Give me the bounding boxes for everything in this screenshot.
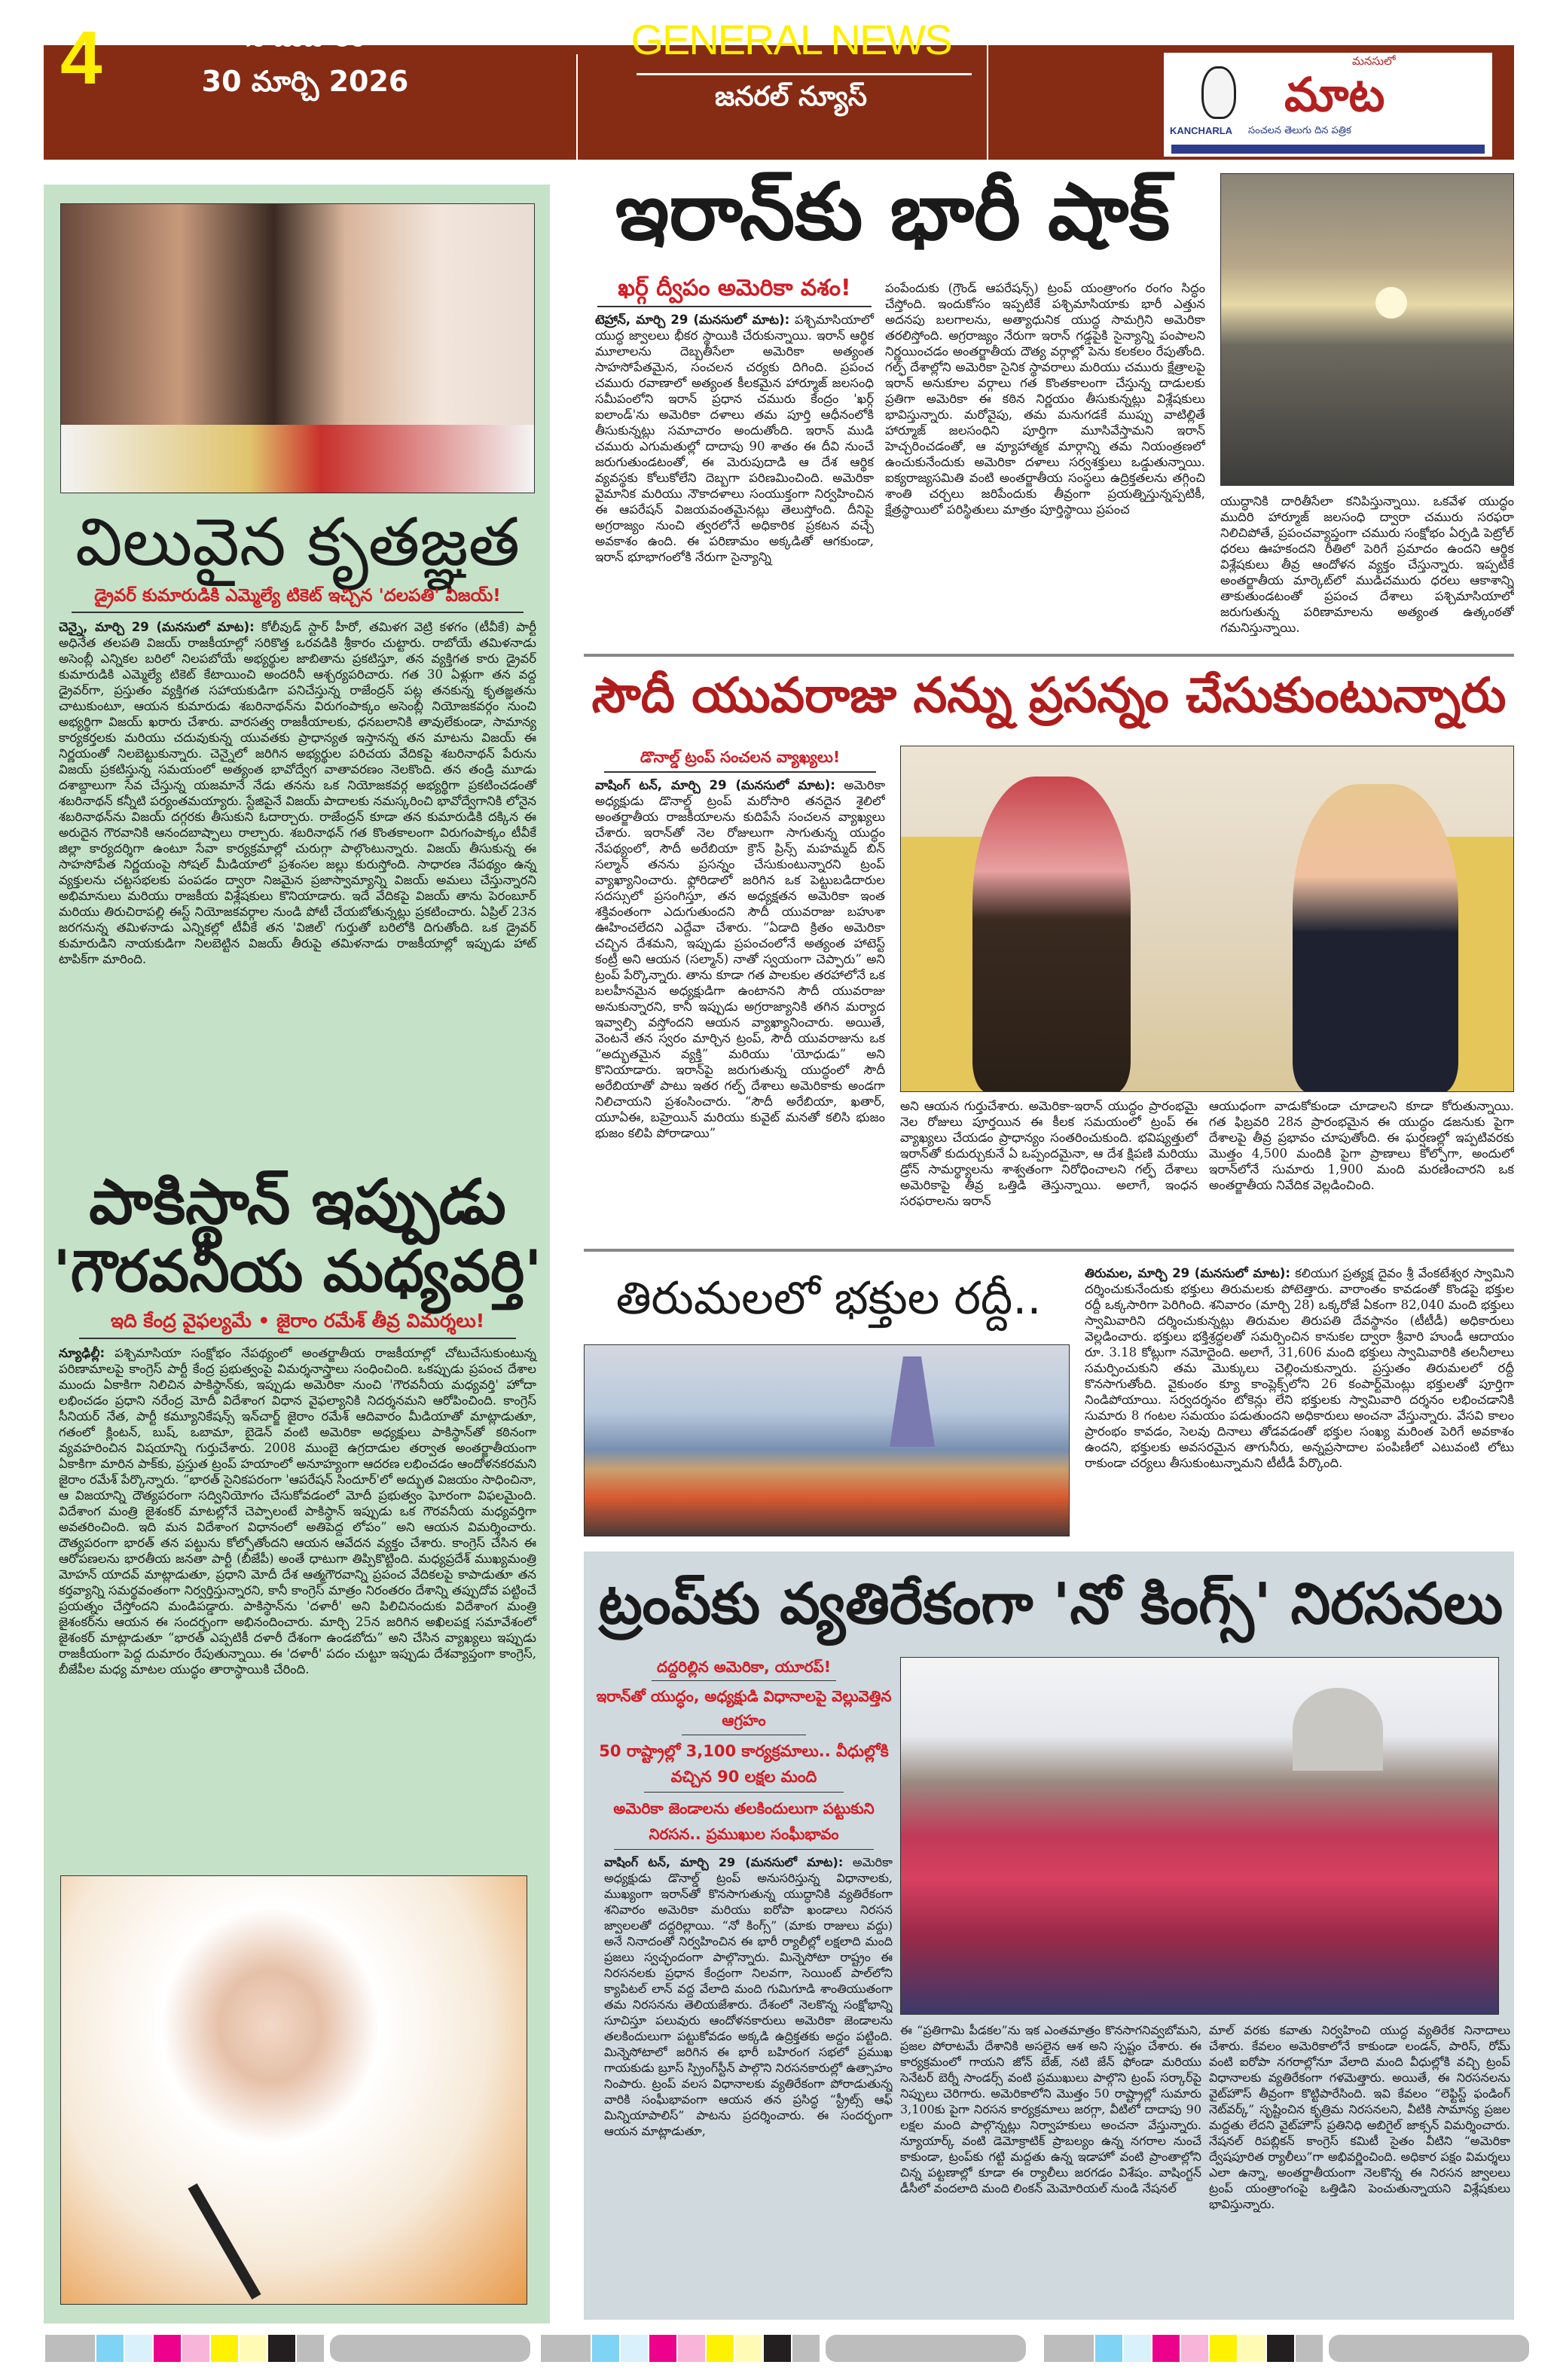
article-text: కోలీవుడ్ స్టార్ హీరో, తమిళగ వెట్రి కళగం (టీవీకే) పార్టీ అధినేత తలపతి విజయ్ రాజకీయాల్లో సరికొత్త ఒరవడికి శ్రీకారం చుట్టారు. రాబోయే తమిళనాడు అసెంబ్లీ ఎన్నికల బరిలో నిలపబోయే అభ్యర్థుల జాబితాను ప్రకటిస్తూ, తన వ్యక్తిగత కారు డ్రైవర్ కుమారుడికి ఎమ్మెల్యే టికెట్ కేటాయించి అందరినీ ఆశ్చర్యపరిచారు. గత 30 ఏళ్లుగా తన వద్ద డ్రైవర్‌గా, ప్రస్తుతం వ్యక్తిగత సహాయకుడిగా పనిచేస్తున్న రాజేంద్రన్ పట్ల తనకున్న కృతజ్ఞతను చాటుకుంటూ, ఆయన కుమారుడు శబరినాథన్‌ను విరుగంపాక్కం అసెంబ్లీ నియోజకవర్గం నుంచి అభ్యర్థిగా విజయ్ ఖరారు చేశారు. వారసత్వ రాజకీయాలకు, ధనబలానికి తావులేకుండా, సామాన్య కార్యకర్తలకు మరియు చదువుకున్న యువతకు ప్రాధాన్యత ఇస్తానన్న తన మాటను విజయ్ ఈ నిర్ణయంతో నిలబెట్టుకున్నారు. చెన్నైలో జరిగిన అభ్యర్థుల పరిచయ వేదికపై శబరినాథన్ పేరును విజయ్ ప్రకటిస్తున్న సమయంలో అత్యంత భావోద్వేగ వాతావరణం నెలకొంది. తన తండ్రి మూడు దశాబ్దాలుగా సేవ చేస్తున్న యజమానే నేడు తనను ఒక నియోజకవర్గ అభ్యర్థిగా ప్రకటించడంతో శబరినాథన్ కన్నీటి పర్యంతమయ్యారు. స్టేజిపైనే విజయ్ పాదాలకు నమస్కరించి భావోద్వేగానికి లోనైన శబరినాథన్‌ను విజయ్ దగ్గరకు తీసుకుని ఓదార్చారు. రాజేంద్రన్ కూడా తన కుమారుడికి దక్కిన ఈ అరుదైన గౌరవానికి ఆనందబాష్పాలు రాల్చారు. శబరినాథన్ గత కొంతకాలంగా విరుగంపాక్కం టీవీకే జిల్లా కార్యదర్శిగా ఉంటూ సేవా కార్యక్రమాల్లో చురుగ్గా పాల్గొంటున్నారు. విజయ్ తీసుకున్న ఈ సాహసోపేత నిర్ణయంపై సోషల్ మీడియాలో ప్రశంసల జల్లు కురుస్తోంది. సాధారణ నేపథ్యం ఉన్న వ్యక్తులను చట్టసభలకు పంపడం ద్వారా నిజమైన ప్రజాస్వామ్యాన్ని విజయ్ అమలు చేస్తున్నారని అభిమానులు మరియు రాజకీయ విశ్లేషకులు కొనియాడారు. ఇదే వేదికపై విజయ్ తాను పెరంబూర్ మరియు తిరుచిరాపల్లి ఈస్ట్ నియోజకవర్గాల నుండి పోటీ చేయబోతున్నట్లు ప్రకటించారు. ఏప్రిల్ 23న జరగనున్న తమిళనాడు ఎన్నికల్లో టీవీకే తన 'విజిల్' గుర్తుతో బరిలోకి దిగుతోంది. ఒక డ్రైవర్ కుమారుడిని నాయకుడిగా నిలబెట్టిన విజయ్ తీరుపై తమిళనాడు రాజకీయాల్లో ఇప్పుడు హాట్ టాపిక్‌గా మారింది. xyxy=(59,620,536,967)
pakistan-article xyxy=(53,1167,542,1868)
registration-swatch xyxy=(1296,2335,1323,2362)
no-kings-protest-crowd-photo xyxy=(900,1657,1499,2015)
article-text: పశ్చిమాసియాలో యుద్ధ జ్వాలలు భీకర స్థాయికి చేరుకున్నాయి. ఇరాన్ ఆర్థిక మూలాలను దెబ్బతీసేలా అమెరికా అత్యంత సాహసోపేతమైన, సంచలన చర్యకు దిగింది. ప్రపంచ చమురు రవాణాలో అత్యంత కీలకమైన హార్మూజ్ జలసంధి సమీపంలోని ఇరాన్ ప్రధాన చమురు కేంద్రం 'ఖర్గ్ ఐలాండ్'ను అమెరికా దళాలు తమ పూర్తి ఆధీనంలోకి తీసుకున్నట్లు సమాచారం అందుతోంది. ఇరాన్ ముడి చమురు ఎగుమతుల్లో దాదాపు 90 శాతం ఈ దీవి నుంచే జరుగుతుండటంతో, ఈ మెరుపుదాడి ఆ దేశ ఆర్థిక వ్యవస్థకు కోలుకోలేని దెబ్బగా పరిణమించింది. అమెరికా వైమానిక మరియు నౌకాదళాలు సంయుక్తంగా నిర్వహించిన ఈ ఆపరేషన్ విజయవంతమైనట్లు తెలుస్తోంది. దీనిపై అగ్రరాజ్యం నుంచి త్వరలోనే అధికారిక ప్రకటన వచ్చే అవకాశం ఉంది. ఈ పరిణామం అక్కడితో ఆగకుండా, ఇరాన్ భూభాగంలోకి నేరుగా సైన్యాన్ని xyxy=(595,313,875,564)
saudi-crown-prince-trump-photo xyxy=(900,746,1514,1092)
jairam-ramesh-photo xyxy=(60,1875,527,2305)
registration-swatch xyxy=(1181,2335,1208,2362)
header-divider xyxy=(576,54,578,160)
vijay-subhead: డ్రైవర్ కుమారుడికి ఎమ్మెల్యే టికెట్ ఇచ్చిన 'దలపతి' విజయ్! xyxy=(94,586,501,606)
registration-swatch xyxy=(240,2335,267,2362)
divider xyxy=(644,1792,844,1793)
iran-article-col1 xyxy=(591,312,878,655)
divider xyxy=(614,1849,874,1850)
tirumala-article xyxy=(1085,1265,1514,1545)
persian-gulf-sunset-photo xyxy=(1220,173,1514,486)
vijay-article xyxy=(53,203,542,1145)
registration-swatch xyxy=(649,2335,676,2362)
tirumala-temple-crowd-photo xyxy=(584,1344,1070,1536)
saudi-headline: సౌదీ యువరాజు నన్ను ప్రసన్నం చేసుకుంటున్నారు xyxy=(591,668,1507,724)
no-kings-article-col1-wrap xyxy=(595,1655,893,2309)
section-divider xyxy=(584,1249,1514,1252)
vijay-article-body xyxy=(53,619,542,1145)
article-text: అమెరికా అధ్యక్షుడు డొనాల్డ్ ట్రంప్ అనుసరిస్తున్న విధానాలకు, ముఖ్యంగా ఇరాన్‌తో కొనసాగుతున్న యుద్ధానికి వ్యతిరేకంగా శనివారం అమెరికా మరియు ఐరోపా ఖండాలు నిరసన జ్వాలలతో దద్దరిల్లాయి. “నో కింగ్స్” (మాకు రాజులు వద్దు) అనే నినాదంతో నిర్వహించిన ఈ భారీ ర్యాలీల్లో లక్షలాది మంది ప్రజలు స్వచ్ఛందంగా పాల్గొన్నారు. మిన్నెసోటా రాష్ట్రం ఈ నిరసనలకు ప్రధాన కేంద్రంగా నిలవగా, సెయింట్ పాల్‌లోని క్యాపిటల్ లాన్ వద్ద వేలాది మంది గుమిగూడి శాంతియుతంగా తమ నిరసనను తెలియజేశారు. దేశంలో నెలకొన్న సంక్షోభాన్ని సూచిస్తూ పలువురు ఆందోళనకారులు అమెరికా జెండాలను తలకిందులుగా పట్టుకోవడం అక్కడి ఉద్రిక్తతకు అద్దం పట్టింది. మిన్నెసోటాలో జరిగిన ఈ భారీ బహిరంగ సభలో ప్రముఖ గాయకుడు బ్రూస్ స్ప్రింగ్‌స్టీన్ పాల్గొని నిరసనకారుల్లో ఉత్సాహం నింపారు. ట్రంప్ వలస విధానాలకు వ్యతిరేకంగా పోరాడుతున్న వారికి సంఘీభావంగా ఆయన తన ప్రసిద్ధ “స్ట్రీట్స్ ఆఫ్ మిన్నియాపాలిస్” పాటను ప్రదర్శించారు. ఈ సందర్భంగా ఆయన మాట్లాడుతూ, xyxy=(604,1855,893,2138)
registration-swatch xyxy=(735,2335,762,2362)
divider xyxy=(604,771,876,773)
no-kings-subhead-2: ఇరాన్‌తో యుద్ధం, అధ్యక్షుడి విధానాలపై వెల్లువెత్తిన ఆగ్రహం xyxy=(596,1687,892,1729)
registration-swatch xyxy=(1124,2335,1151,2362)
pakistan-article-body xyxy=(53,1345,542,1868)
registration-swatch xyxy=(182,2335,209,2362)
issue-date: 30 మార్చి 2026 xyxy=(201,65,409,98)
logo-bar xyxy=(1171,145,1485,154)
founder-portrait-icon xyxy=(1201,66,1236,119)
registration-swatch xyxy=(541,2335,591,2362)
header-divider xyxy=(987,45,988,160)
article-text: కలియుగ ప్రత్యక్ష దైవం శ్రీ వేంకటేశ్వర స్వామిని దర్శించుకునేందుకు భక్తులు తిరుమలకు పోటెత్తారు. వారాంతం కావడంతో కొండపై భక్తుల రద్దీ ఒక్కసారిగా పెరిగింది. శనివారం (మార్చి 28) ఒక్కరోజే ఏకంగా 82,040 మంది భక్తులు స్వామివారిని దర్శించుకున్నట్లు తిరుమల తిరుపతి దేవస్థానం (టీటీడీ) అధికారులు వెల్లడించారు. భక్తులు భక్తిశ్రద్ధలతో సమర్పించిన కానుకల ద్వారా శ్రీవారి హుండీ ఆదాయం రూ. 3.18 కోట్లుగా నమోదైంది. అలాగే, 31,606 మంది భక్తులు స్వామివారికి తలనీలాలు సమర్పించుకుని తమ మొక్కులు చెల్లించుకున్నారు. ప్రస్తుతం తిరుమలలో రద్దీ కొనసాగుతోంది. వైకుంఠం క్యూ కాంప్లెక్స్‌లోని 26 కంపార్ట్‌మెంట్లు భక్తులతో పూర్తిగా నిండిపోయాయి. సర్వదర్శనం టోకెన్లు లేని భక్తులకు స్వామివారి దర్శనం లభించడానికి సుమారు 8 గంటల సమయం పడుతుందని అధికారులు అంచనా వేస్తున్నారు. వేసవి కాలం ప్రారంభం కావడం, సెలవు దినాలు తోడవడంతో భక్తుల సంఖ్య మరింత పెరిగే అవకాశం ఉందని, భక్తులకు అవసరమైన తాగునీరు, అన్నప్రసాదాల పంపిణీలో ఎటువంటి లోటు రాకుండా చర్యలు తీసుకుంటున్నామని టీటీడీ పేర్కొంది. xyxy=(1085,1266,1514,1470)
dateline: న్యూఢిల్లీ: xyxy=(59,1345,105,1360)
divider xyxy=(72,612,524,613)
registration-swatch xyxy=(707,2335,734,2362)
divider xyxy=(597,306,872,307)
dateline: చెన్నై, మార్చి 29 (మనసులో మాట): xyxy=(59,620,255,635)
divider xyxy=(652,1680,836,1681)
registration-swatch xyxy=(1210,2335,1237,2362)
issue-day: సోమవారం xyxy=(245,20,365,53)
newspaper-logo xyxy=(1164,53,1492,157)
section-divider xyxy=(584,654,1514,657)
tirumala-headline: తిరుమలలో భక్తుల రద్దీ.. xyxy=(615,1272,1042,1325)
saudi-article-col3: ఆయుధంగా వాడుకోకుండా చూడాలని కూడా కోరుతున్నాయి. గత ఫిబ్రవరి 28న ప్రారంభమైన ఈ యుద్ధం డజనుకు పైగా దేశాలపై తీవ్ర ప్రభావం చూపుతోంది. ఈ ఘర్షణల్లో ఇప్పటివరకు మొత్తం 4,500 మందికి పైగా ప్రాణాలు కోల్పోగా, అందులో ఇరాన్‌లోనే సుమారు 1,900 మంది మరణించారని ఒక అంతర్జాతీయ నివేదిక వెల్లడించింది. xyxy=(1209,1099,1514,1192)
registration-swatch xyxy=(96,2335,124,2362)
section-title-english: GENERAL NEWS xyxy=(630,16,951,63)
registration-swatch xyxy=(764,2335,791,2362)
dateline: వాషింగ్ టన్, మార్చి 29 (మనసులో మాట): xyxy=(604,1855,844,1869)
logo-name: మాట xyxy=(1284,67,1385,122)
registration-pill xyxy=(826,2335,1026,2362)
iran-article-col2: పంపేందుకు (గ్రౌండ్ ఆపరేషన్స్) ట్రంప్ యంత్రాంగం రంగం సిద్ధం చేస్తోంది. ఇందుకోసం ఇప్పటికే పశ్చిమాసియాకు భారీ ఎత్తున అదనపు బలగాలను, అత్యాధునిక యుద్ధ సామగ్రిని అమెరికా తరలిస్తోంది. అగ్రరాజ్యం నేరుగా ఇరాన్ గడ్డపైకి సైన్యాన్ని పంపాలని నిర్ణయించడం అంతర్జాతీయ దౌత్య వర్గాల్లో పెను కలకలం రేపుతోంది. గల్ఫ్ దేశాల్లోని అమెరికా సైనిక స్థావరాలు మరియు చమురు క్షేత్రాలపై ఇరాన్ అనుకూల వర్గాలు గత కొంతకాలంగా చేస్తున్న దాడులకు ప్రతిగా అమెరికా ఈ కఠిన నిర్ణయం తీసుకున్నట్లు విశ్లేషకులు భావిస్తున్నారు. మరోవైపు, తమ మనుగడకే ముప్పు వాటిల్లితే హార్మూజ్ జలసంధిని పూర్తిగా మూసివేస్తామని ఇరాన్ హెచ్చరించడంతో, ఆ వ్యూహాత్మక మార్గాన్ని తమ నియంత్రణలో ఉంచుకునేందుకు అమెరికా దళాలు సర్వశక్తులు ఒడ్డుతున్నాయి. ఐక్యరాజ్యసమితి వంటి అంతర్జాతీయ సంస్థలు ఉద్రిక్తతలను తగ్గించి శాంతి చర్చలు జరిపేందుకు తీవ్రంగా ప్రయత్నిస్తున్నప్పటికీ, క్షేత్రస్థాయిలో పరిస్థితులు మాత్రం పూర్తిస్థాయి ప్రపంచ xyxy=(885,281,1205,517)
registration-swatch xyxy=(154,2335,181,2362)
logo-publisher: KANCHARLA xyxy=(1170,125,1233,136)
dateline: తిరుమల, మార్చి 29 (మనసులో మాట): xyxy=(1085,1266,1290,1280)
pakistan-headline-line2: 'గౌరవనీయ మధ్యవర్తి' xyxy=(53,1237,542,1305)
vijay-headline: విలువైన కృతజ్ఞత xyxy=(75,503,521,581)
registration-swatch xyxy=(1044,2335,1094,2362)
no-kings-subhead-4: అమెరికా జెండాలను తలకిందులుగా పట్టుకుని నిరసన.. ప్రముఖుల సంఘీభావం xyxy=(613,1799,875,1843)
registration-swatch xyxy=(1267,2335,1294,2362)
saudi-article-col1-wrap xyxy=(595,747,885,1235)
registration-swatch xyxy=(297,2335,324,2362)
registration-swatch xyxy=(125,2335,152,2362)
registration-swatch xyxy=(592,2335,619,2362)
registration-pill xyxy=(330,2335,530,2362)
pakistan-headline-line1: పాకిస్థాన్ ఇప్పుడు xyxy=(89,1167,506,1238)
no-kings-subhead-3: 50 రాష్ట్రాల్లో 3,100 కార్యక్రమాలు.. వీధుల్లోకి వచ్చిన 90 లక్షల మంది xyxy=(599,1742,889,1786)
page-number: 4 xyxy=(60,16,102,100)
section-divider xyxy=(637,73,972,75)
saudi-subhead: డొనాల్డ్ ట్రంప్ సంచలన వ్యాఖ్యలు! xyxy=(640,748,841,766)
registration-swatch xyxy=(268,2335,295,2362)
iran-article-col1-wrap xyxy=(591,274,878,655)
section-title-telugu: జనరల్ న్యూస్ xyxy=(714,81,868,112)
iran-headline: ఇరాన్‌కు భారీ షాక్ xyxy=(615,166,1171,258)
dateline: వాషింగ్ టన్, మార్చి 29 (మనసులో మాట): xyxy=(595,778,835,792)
pakistan-subhead: ఇది కేంద్ర వైఫల్యమే • జైరాం రమేశ్ తీవ్ర విమర్శలు! xyxy=(110,1309,485,1332)
registration-swatch xyxy=(1238,2335,1265,2362)
logo-tagline: సంచలన తెలుగు దిన పత్రిక xyxy=(1248,125,1351,136)
registration-swatch xyxy=(1152,2335,1180,2362)
no-kings-headline: ట్రంప్‌కు వ్యతిరేకంగా 'నో కింగ్స్' నిరసనలు xyxy=(598,1570,1504,1637)
no-kings-article-col2: ఈ “ప్రతిగామి పీడకల”ను ఇక ఎంతమాత్రం కొనసాగనివ్వబోమని, ప్రజల పోరాటమే దేశానికి అసలైన ఆశ అని స్పష్టం చేశారు. ఈ కార్యక్రమంలో గాయని జోన్ బేజ్, నటి జేన్ ఫోండా మరియు సెనేటర్ బెర్నీ సాండర్స్ వంటి ప్రముఖులు పాల్గొని ట్రంప్ సర్కార్‌పై నిప్పులు చెరిగారు. అమెరికాలోని మొత్తం 50 రాష్ట్రాల్లో సుమారు 3,100కు పైగా నిరసన కార్యక్రమాలు జరగ్గా, వీటిలో దాదాపు 90 లక్షల మంది పాల్గొన్నట్లు నిర్వాహకులు అంచనా వేస్తున్నారు. న్యూయార్క్ వంటి డెమోక్రాటిక్ ప్రాబల్యం ఉన్న నగరాల నుంచే కాకుండా, ట్రంప్‌కు గట్టి మద్దతు ఉన్న ఇడాహో వంటి ప్రాంతాల్లోని చిన్న పట్టణాల్లో కూడా ఈ ర్యాలీలు జరగడం విశేషం. వాషింగ్టన్ డీసీలో వందలాది మంది లింకన్ మెమోరియల్ నుండి నేషనల్ xyxy=(900,2023,1201,2195)
article-text: పశ్చిమాసియా సంక్షోభం నేపథ్యంలో అంతర్జాతీయ రాజకీయాల్లో చోటుచేసుకుంటున్న పరిణామాలపై కాంగ్రెస్ పార్టీ కేంద్ర ప్రభుత్వంపై విమర్శనాస్త్రాలు సంధించింది. ఒకప్పుడు ప్రపంచ దేశాల ముందు ఏకాకిగా నిలిచిన పాకిస్థాన్‌కు, ఇప్పుడు అమెరికా నుంచి 'గౌరవనీయ మధ్యవర్తి' హోదా లభించడం ప్రధాని నరేంద్ర మోదీ విదేశాంగ విధాన వైఫల్యానికి నిదర్శనమని ఆరోపించింది. కాంగ్రెస్ సీనియర్ నేత, పార్టీ కమ్యూనికేషన్స్ ఇన్‌చార్జ్ జైరాం రమేశ్ ఆదివారం మీడియాతో మాట్లాడుతూ, గతంలో క్లింటన్, బుష్, ఒబామా, బైడెన్ వంటి అమెరికా అధ్యక్షులు పాకిస్థాన్‌తో కఠినంగా వ్యవహరించిన విషయాన్ని గుర్తుచేశారు. 2008 ముంబై ఉగ్రదాడుల తర్వాత అంతర్జాతీయంగా ఏకాకిగా మారిన పాక్‌కు, ప్రస్తుత ట్రంప్ హయాంలో అనూహ్యంగా ఆదరణ లభించడం ఆందోళనకరమని జైరాం రమేశ్ పేర్కొన్నారు. “భారత్ సైనికపరంగా 'ఆపరేషన్ సిందూర్'లో అద్భుత విజయం సాధించినా, ఆ విజయాన్ని దౌత్యపరంగా సద్వినియోగం చేసుకోవడంలో మోదీ ప్రభుత్వం ఘోరంగా విఫలమైంది. విదేశాంగ మంత్రి జైశంకర్ మాటల్లోనే చెప్పాలంటే పాకిస్థాన్ ఇప్పుడు ఒక గౌరవనీయ మధ్యవర్తిగా అవతరించింది. ఇది మన విదేశాంగ విధానంలో అతిపెద్ద లోపం” అని ఆయన విమర్శించారు. దౌత్యపరంగా భారత్ తన పట్టును కోల్పోతోందని ఆయన ఆవేదన వ్యక్తం చేశారు. కాంగ్రెస్ చేసిన ఈ ఆరోపణలను భారతీయ జనతా పార్టీ (బీజేపీ) అంతే ధాటుగా తిప్పికొట్టింది. మధ్యప్రదేశ్ ముఖ్యమంత్రి మోహన్ యాదవ్ మాట్లాడుతూ, ప్రధాని మోదీ దేశ ఆత్మగౌరవాన్ని ప్రపంచ వేదికలపై కాపాడుతూ తన కర్తవ్యాన్ని సమర్థవంతంగా నిర్వర్తిస్తున్నారని, కానీ కాంగ్రెస్ మాత్రం నిరంతరం దేశాన్ని తప్పుదోవ పట్టించే ప్రయత్నం చేస్తోందని మండిపడ్డారు. పాకిస్థాన్‌ను 'దళారీ' అని పిలిచినందుకు విదేశాంగ మంత్రి జైశంకర్‌ను ఆయన ఈ సందర్భంగా అభినందించారు. మార్చి 25న జరిగిన అఖిలపక్ష సమావేశంలో జైశంకర్ మాట్లాడుతూ “భారత్ ఎప్పటికీ దళారీ దేశంగా ఉండబోదు” అని చేసిన వ్యాఖ్యలు ఇప్పుడు రాజకీయంగా పెద్ద దుమారం రేపుతున్నాయి. ఈ 'దళారీ' పదం చుట్టూ ఇప్పుడు దేశవ్యాప్తంగా కాంగ్రెస్, బీజేపీల మధ్య మాటల యుద్ధం తారాస్థాయికి చేరింది. xyxy=(59,1345,536,1677)
registration-swatch xyxy=(45,2335,95,2362)
registration-pill xyxy=(1329,2335,1529,2362)
registration-swatch xyxy=(678,2335,705,2362)
registration-swatch xyxy=(792,2335,820,2362)
logo-small-text: మనసులో xyxy=(1352,54,1396,68)
no-kings-article-col1 xyxy=(595,1854,893,2309)
article-text: అమెరికా అధ్యక్షుడు డొనాల్డ్ ట్రంప్ మరోసారి తనదైన శైలిలో అంతర్జాతీయ రాజకీయాలను కుదిపేసే సంచలన వ్యాఖ్యలు చేశారు. ఇరాన్‌తో నెల రోజులుగా సాగుతున్న యుద్ధం నేపథ్యంలో, సౌదీ అరేబియా క్రౌన్ ప్రిన్స్ మహమ్మద్ బిన్ సల్మాన్ తనను ప్రసన్నం చేసుకుంటున్నారని ట్రంప్ వ్యాఖ్యానించారు. ఫ్లోరిడాలో జరిగిన ఒక పెట్టుబడిదారుల సదస్సులో ప్రసంగిస్తూ, తన అధ్యక్షతన అమెరికా ఇంత శక్తివంతంగా ఎదుగుతుందని సౌదీ యువరాజు బహుశా ఊహించలేదని ఎద్దేవా చేశారు. “ఏడాది క్రితం అమెరికా చచ్చిన దేశమని, ఇప్పుడు ప్రపంచంలోనే అత్యంత హాటెస్ట్ కంట్రీ అని ఆయన (సల్మాన్) నాతో స్వయంగా చెప్పారు” అని ట్రంప్ పేర్కొన్నారు. తాను కూడా గత పాలకుల తరహాలోనే ఒక బలహీనమైన అధ్యక్షుడిగా ఉంటానని సౌదీ యువరాజు అనుకున్నారని, కానీ ఇప్పుడు అగ్రరాజ్యానికి తగిన మర్యాద ఇవ్వాల్సి వస్తోందని ఆయన వ్యాఖ్యానించారు. అయితే, వెంటనే తన స్వరం మార్చిన ట్రంప్, సౌదీ యువరాజును ఒక “అద్భుతమైన వ్యక్తి” మరియు 'యోధుడు” అని కొనియాడారు. ఇరాన్‌పై జరుగుతున్న యుద్ధంలో సౌదీ అరేబియాతో పాటు ఇతర గల్ఫ్ దేశాలు అమెరికాకు అండగా నిలిచాయని ప్రశంసించారు. “సౌదీ అరేబియా, ఖతార్, యూఏఈ, బహ్రెయిన్ మరియు కువైట్ మనతో కలిసి భుజం భుజం కలిపి పోరాడాయి” xyxy=(595,778,885,1140)
registration-swatch xyxy=(211,2335,238,2362)
iran-article-col3: యుద్ధానికి దారితీసేలా కనిపిస్తున్నాయి. ఒకవేళ యుద్ధం ముదిరి హార్మూజ్ జలసంధి ద్వారా చమురు సరఫరా నిలిచిపోతే, ప్రపంచవ్యాప్తంగా చమురు సంక్షోభం ఏర్పడి పెట్రోల్ ధరలు ఊహకందని రీతిలో పెరిగే ప్రమాదం ఉందని ఆర్థిక విశ్లేషకులు తీవ్ర ఆందోళన వ్యక్తం చేస్తున్నారు. ఇప్పటికే అంతర్జాతీయ మార్కెట్‌లో ముడిచమురు ధరలు ఆకాశాన్ని తాకుతుండటంతో ప్రపంచ దేశాలు పశ్చిమాసియాలో జరుగుతున్న పరిణామాలను అత్యంత ఉత్కంఠతో గమనిస్తున్నాయి. xyxy=(1220,494,1514,635)
no-kings-subhead-1: దద్దరిల్లిన అమెరికా, యూరప్! xyxy=(657,1658,831,1676)
registration-swatch xyxy=(621,2335,648,2362)
registration-swatch xyxy=(1095,2335,1122,2362)
saudi-article-col1 xyxy=(595,777,885,1235)
divider xyxy=(79,1338,516,1339)
iran-subhead: ఖర్గ్ ద్వీపం అమెరికా వశం! xyxy=(618,275,851,301)
dateline: టెహ్రాన్, మార్చి 29 (మనసులో మాట): xyxy=(595,313,790,327)
no-kings-article-col3: మాల్ వరకు కవాతు నిర్వహించి యుద్ధ వ్యతిరేక నినాదాలు చేశారు. కేవలం అమెరికాలోనే కాకుండా లండన్, పారిస్, రోమ్ వంటి ఐరోపా నగరాల్లోనూ వేలాది మంది వీధుల్లోకి వచ్చి ట్రంప్ విధానాలకు వ్యతిరేకంగా గళమెత్తారు. అయితే, ఈ నిరసనలను వైట్‌హౌస్ తీవ్రంగా కొట్టిపారేసింది. ఇవి కేవలం “లెఫ్టిస్ట్ ఫండింగ్ నెట్‌వర్క్” సృష్టించిన కృత్రిమ నిరసనలని, వీటికి సామాన్య ప్రజల మద్దతు లేదని వైట్‌హౌస్ ప్రతినిధి అబిగైల్ జాక్సన్ విమర్శించారు. నేషనల్ రిపబ్లికన్ కాంగ్రెస్ కమిటీ సైతం వీటిని “అమెరికా ద్వేషపూరిత ర్యాలీలు”గా అభివర్ణించింది. అధికార పక్షం విమర్శలు ఎలా ఉన్నా, అంతర్జాతీయంగా నెలకొన్న ఈ నిరసన జ్వాలలు ట్రంప్ యంత్రాంగంపై ఒత్తిడిని పెంచుతున్నాయని విశ్లేషకులు భావిస్తున్నారు. xyxy=(1209,2023,1510,2211)
vijay-photo xyxy=(60,203,535,493)
saudi-article-col2: అని ఆయన గుర్తుచేశారు. అమెరికా-ఇరాన్ యుద్ధం ప్రారంభమై నెల రోజులు పూర్తయిన ఈ కీలక సమయంలో ట్రంప్ ఈ వ్యాఖ్యలు చేయడం ప్రాధాన్యం సంతరించుకుంది. భవిష్యత్తులో ఇరాన్‌తో కుదుర్చుకునే ఏ ఒప్పందమైనా, ఆ దేశ క్షిపణి మరియు డ్రోన్ సామర్థ్యాలను శాశ్వతంగా నిరోధించాలని గల్ఫ్ దేశాలు అమెరికాపై తీవ్ర ఒత్తిడి తెస్తున్నాయి. అలాగే, ఇంధన సరఫరాలను ఇరాన్ xyxy=(900,1099,1198,1208)
